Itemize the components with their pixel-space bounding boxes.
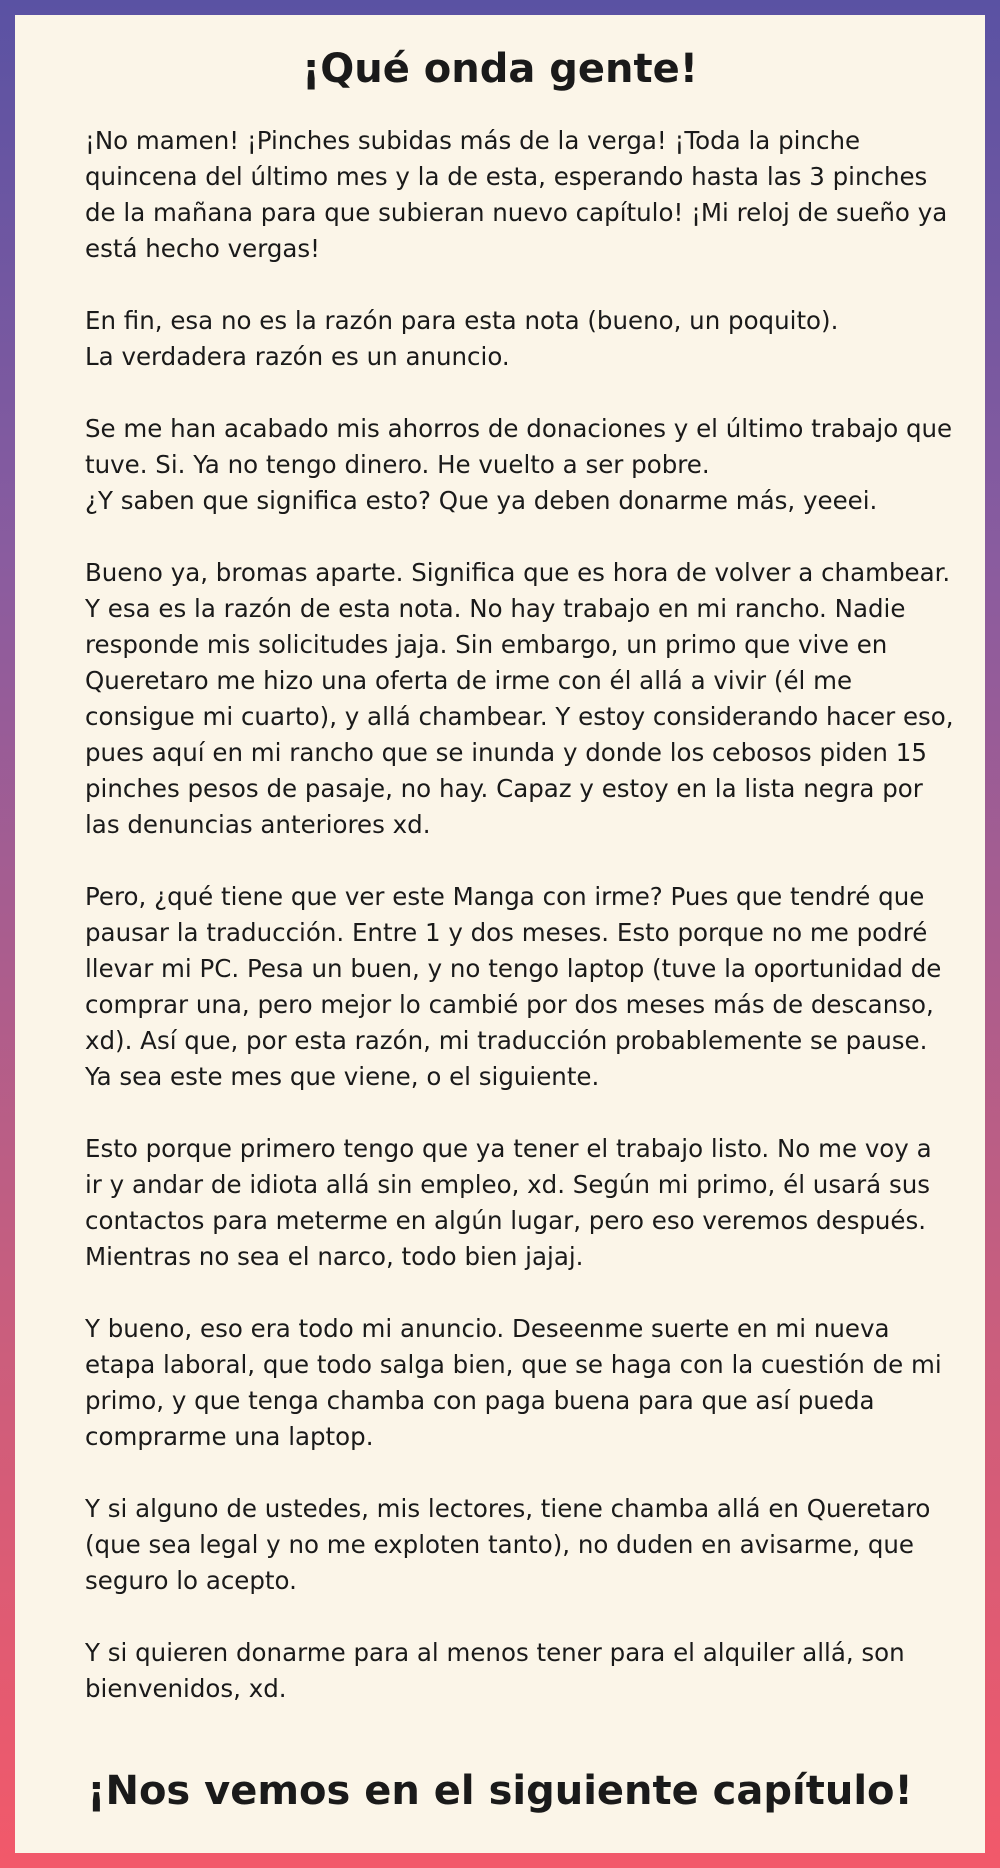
paragraph-2: En fin, esa no es la razón para esta nota (bueno, un poquito). La verdadera razón es un anuncio. bbox=[85, 306, 839, 371]
paragraph-3: Se me han acabado mis ahorros de donaciones y el último trabajo que tuve. Si. Ya no tengo dinero. He vuelto a ser pobre. ¿Y saben que significa esto? Que ya deben donarme más, yeeei. bbox=[85, 414, 953, 515]
paragraph-1: ¡No mamen! ¡Pinches subidas más de la verga! ¡Toda la pinche quincena del último mes y la de esta, esperando hasta las 3 pinches de la mañana para que subieran nuevo capítulo! ¡Mi reloj de sueño ya está hecho vergas! bbox=[85, 126, 948, 263]
paragraph-9: Y si quieren donarme para al menos tener para el alquiler allá, son bienvenidos, xd. bbox=[85, 1638, 905, 1703]
note-paper bbox=[15, 15, 985, 1853]
page-title: ¡Qué onda gente! bbox=[301, 46, 698, 92]
closing-message: ¡Nos vemos en el siguiente capítulo! bbox=[87, 1768, 913, 1814]
paragraph-7: Y bueno, eso era todo mi anuncio. Deseenme suerte en mi nueva etapa laboral, que todo salga bien, que se haga con la cuestión de mi primo, y que tenga chamba con paga buena para que así pueda comprarme una laptop. bbox=[85, 1314, 942, 1451]
paragraph-6: Esto porque primero tengo que ya tener el trabajo listo. No me voy a ir y andar de idiota allá sin empleo, xd. Según mi primo, él usará sus contactos para meterme en algún lugar, pero eso veremos después. Mientras no sea el narco, todo bien jajaj. bbox=[85, 1134, 932, 1271]
note-body bbox=[85, 123, 955, 1707]
paragraph-4: Bueno ya, bromas aparte. Significa que es hora de volver a chambear. Y esa es la razón de esta nota. No hay trabajo en mi rancho. Nadie responde mis solicitudes jaja. Sin embargo, un primo que vive en Queretaro me hizo una oferta de irme con él allá a vivir (él me consigue mi cuarto), y allá chambear. Y estoy considerando hacer eso, pues aquí en mi rancho que se inunda y donde los cebosos piden 15 pinches pesos de pasaje, no hay. Capaz y estoy en la lista negra por las denuncias anteriores xd. bbox=[85, 558, 954, 839]
paragraph-8: Y si alguno de ustedes, mis lectores, tiene chamba allá en Queretaro (que sea legal y no me exploten tanto), no duden en avisarme, que seguro lo acepto. bbox=[85, 1494, 931, 1595]
paragraph-5: Pero, ¿qué tiene que ver este Manga con irme? Pues que tendré que pausar la traducción. Entre 1 y dos meses. Esto porque no me podré llevar mi PC. Pesa un buen, y no tengo laptop (tuve la oportunidad de comprar una, pero mejor lo cambié por dos meses más de descanso, xd). Así que, por esta razón, mi traducción probablemente se pause. Ya sea este mes que viene, o el siguiente. bbox=[85, 882, 942, 1091]
